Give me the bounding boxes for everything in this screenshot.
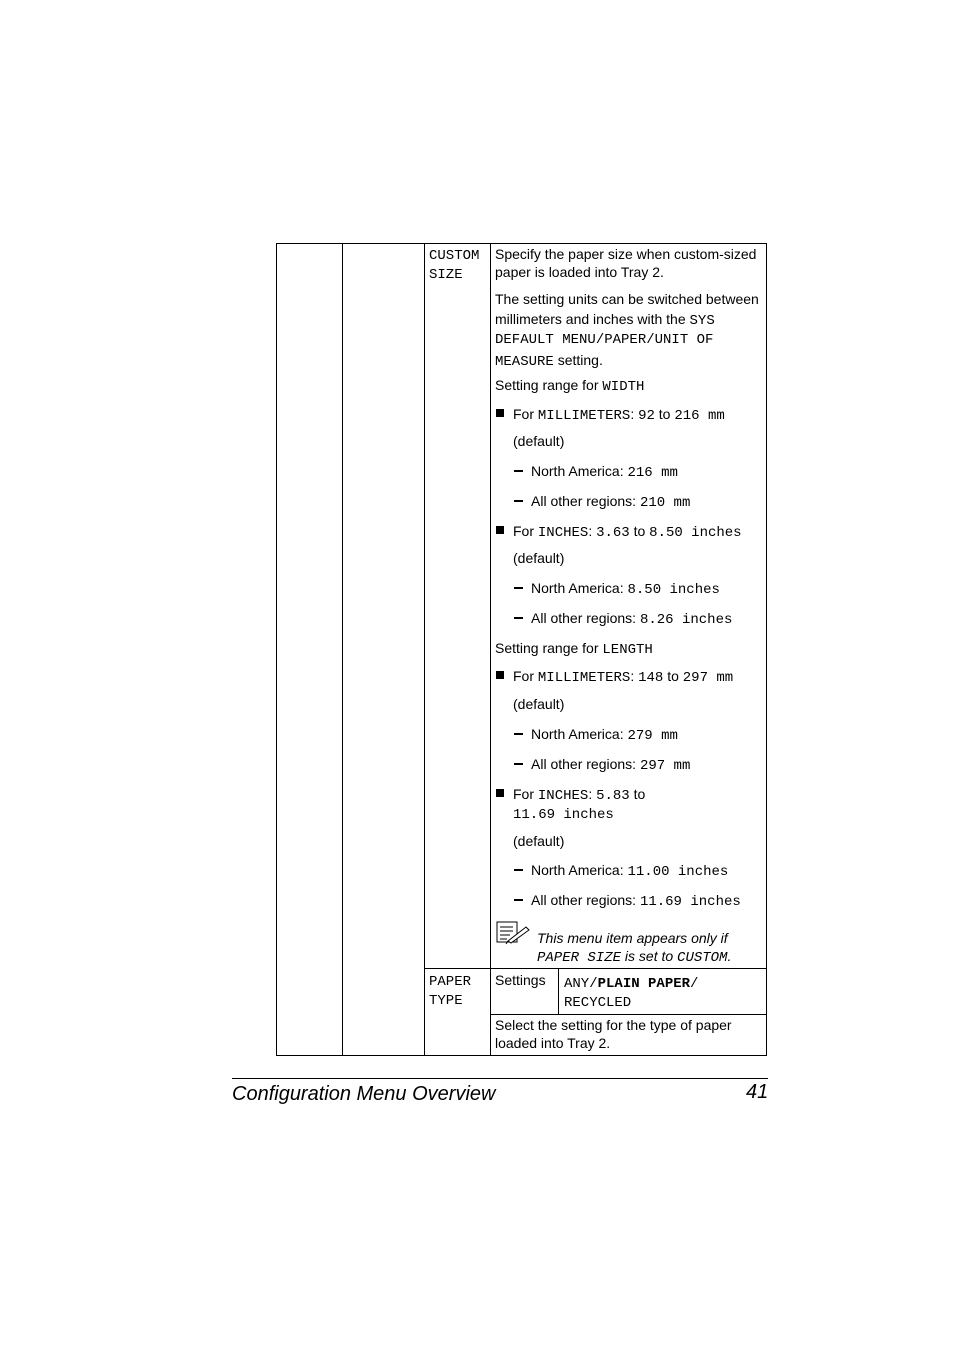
dash-icon <box>514 500 523 502</box>
length-mm-other-regions: All other regions: 297 mm <box>531 756 691 774</box>
footer-rule <box>232 1078 768 1079</box>
units-note: The setting units can be switched between millimeters and inches with the SYS DEFAULT MENU/PAPER/UNIT OF MEASURE setting. <box>495 291 759 370</box>
footer-title: Configuration Menu Overview <box>232 1083 496 1105</box>
column-divider-1 <box>342 243 343 1056</box>
note-text: This menu item appears only if PAPER SIZE is set to CUSTOM. <box>537 930 732 966</box>
dash-icon <box>514 733 523 735</box>
settings-divider <box>558 968 559 1014</box>
length-inches-north-america: North America: 11.00 inches <box>531 862 729 880</box>
dash-icon <box>514 617 523 619</box>
paper-type-options: ANY/PLAIN PAPER/ RECYCLED <box>564 976 699 1011</box>
dash-icon <box>514 763 523 765</box>
note-pencil-icon <box>496 921 530 945</box>
paper-type-settings-label: Settings <box>495 972 546 988</box>
width-mm-north-america: North America: 216 mm <box>531 463 678 481</box>
length-mm-north-america: North America: 279 mm <box>531 726 678 744</box>
width-inches-default: (default) <box>513 550 565 566</box>
length-inches-other-regions: All other regions: 11.69 inches <box>531 892 741 910</box>
length-heading: Setting range for LENGTH <box>495 640 653 658</box>
column-divider-2 <box>424 243 425 1056</box>
bullet-square-icon <box>496 671 504 679</box>
width-mm-other-regions: All other regions: 210 mm <box>531 493 691 511</box>
bullet-square-icon <box>496 526 504 534</box>
width-mm-default: (default) <box>513 433 565 449</box>
custom-size-label: CUSTOM SIZE <box>429 248 480 283</box>
width-inches-range: For INCHES: 3.63 to 8.50 inches <box>513 523 742 541</box>
width-inches-other-regions: All other regions: 8.26 inches <box>531 610 733 628</box>
paper-type-description: Select the setting for the type of paper loaded into Tray 2. <box>495 1017 732 1051</box>
length-inches-range: For INCHES: 5.83 to 11.69 inches <box>513 786 646 823</box>
dash-icon <box>514 869 523 871</box>
width-heading: Setting range for WIDTH <box>495 377 645 395</box>
column-divider-3 <box>490 243 491 1056</box>
dash-icon <box>514 470 523 472</box>
bullet-square-icon <box>496 409 504 417</box>
paper-type-label: PAPER TYPE <box>429 974 472 1009</box>
row-divider-description <box>490 1014 767 1015</box>
length-mm-range: For MILLIMETERS: 148 to 297 mm <box>513 668 734 686</box>
width-inches-north-america: North America: 8.50 inches <box>531 580 720 598</box>
dash-icon <box>514 899 523 901</box>
width-mm-range: For MILLIMETERS: 92 to 216 mm <box>513 406 725 424</box>
dash-icon <box>514 587 523 589</box>
page-number: 41 <box>746 1081 769 1103</box>
bullet-square-icon <box>496 789 504 797</box>
row-divider-paper-type <box>424 968 767 969</box>
length-inches-default: (default) <box>513 833 565 849</box>
custom-size-intro: Specify the paper size when custom-sized paper is loaded into Tray 2. <box>495 246 757 280</box>
length-mm-default: (default) <box>513 696 565 712</box>
